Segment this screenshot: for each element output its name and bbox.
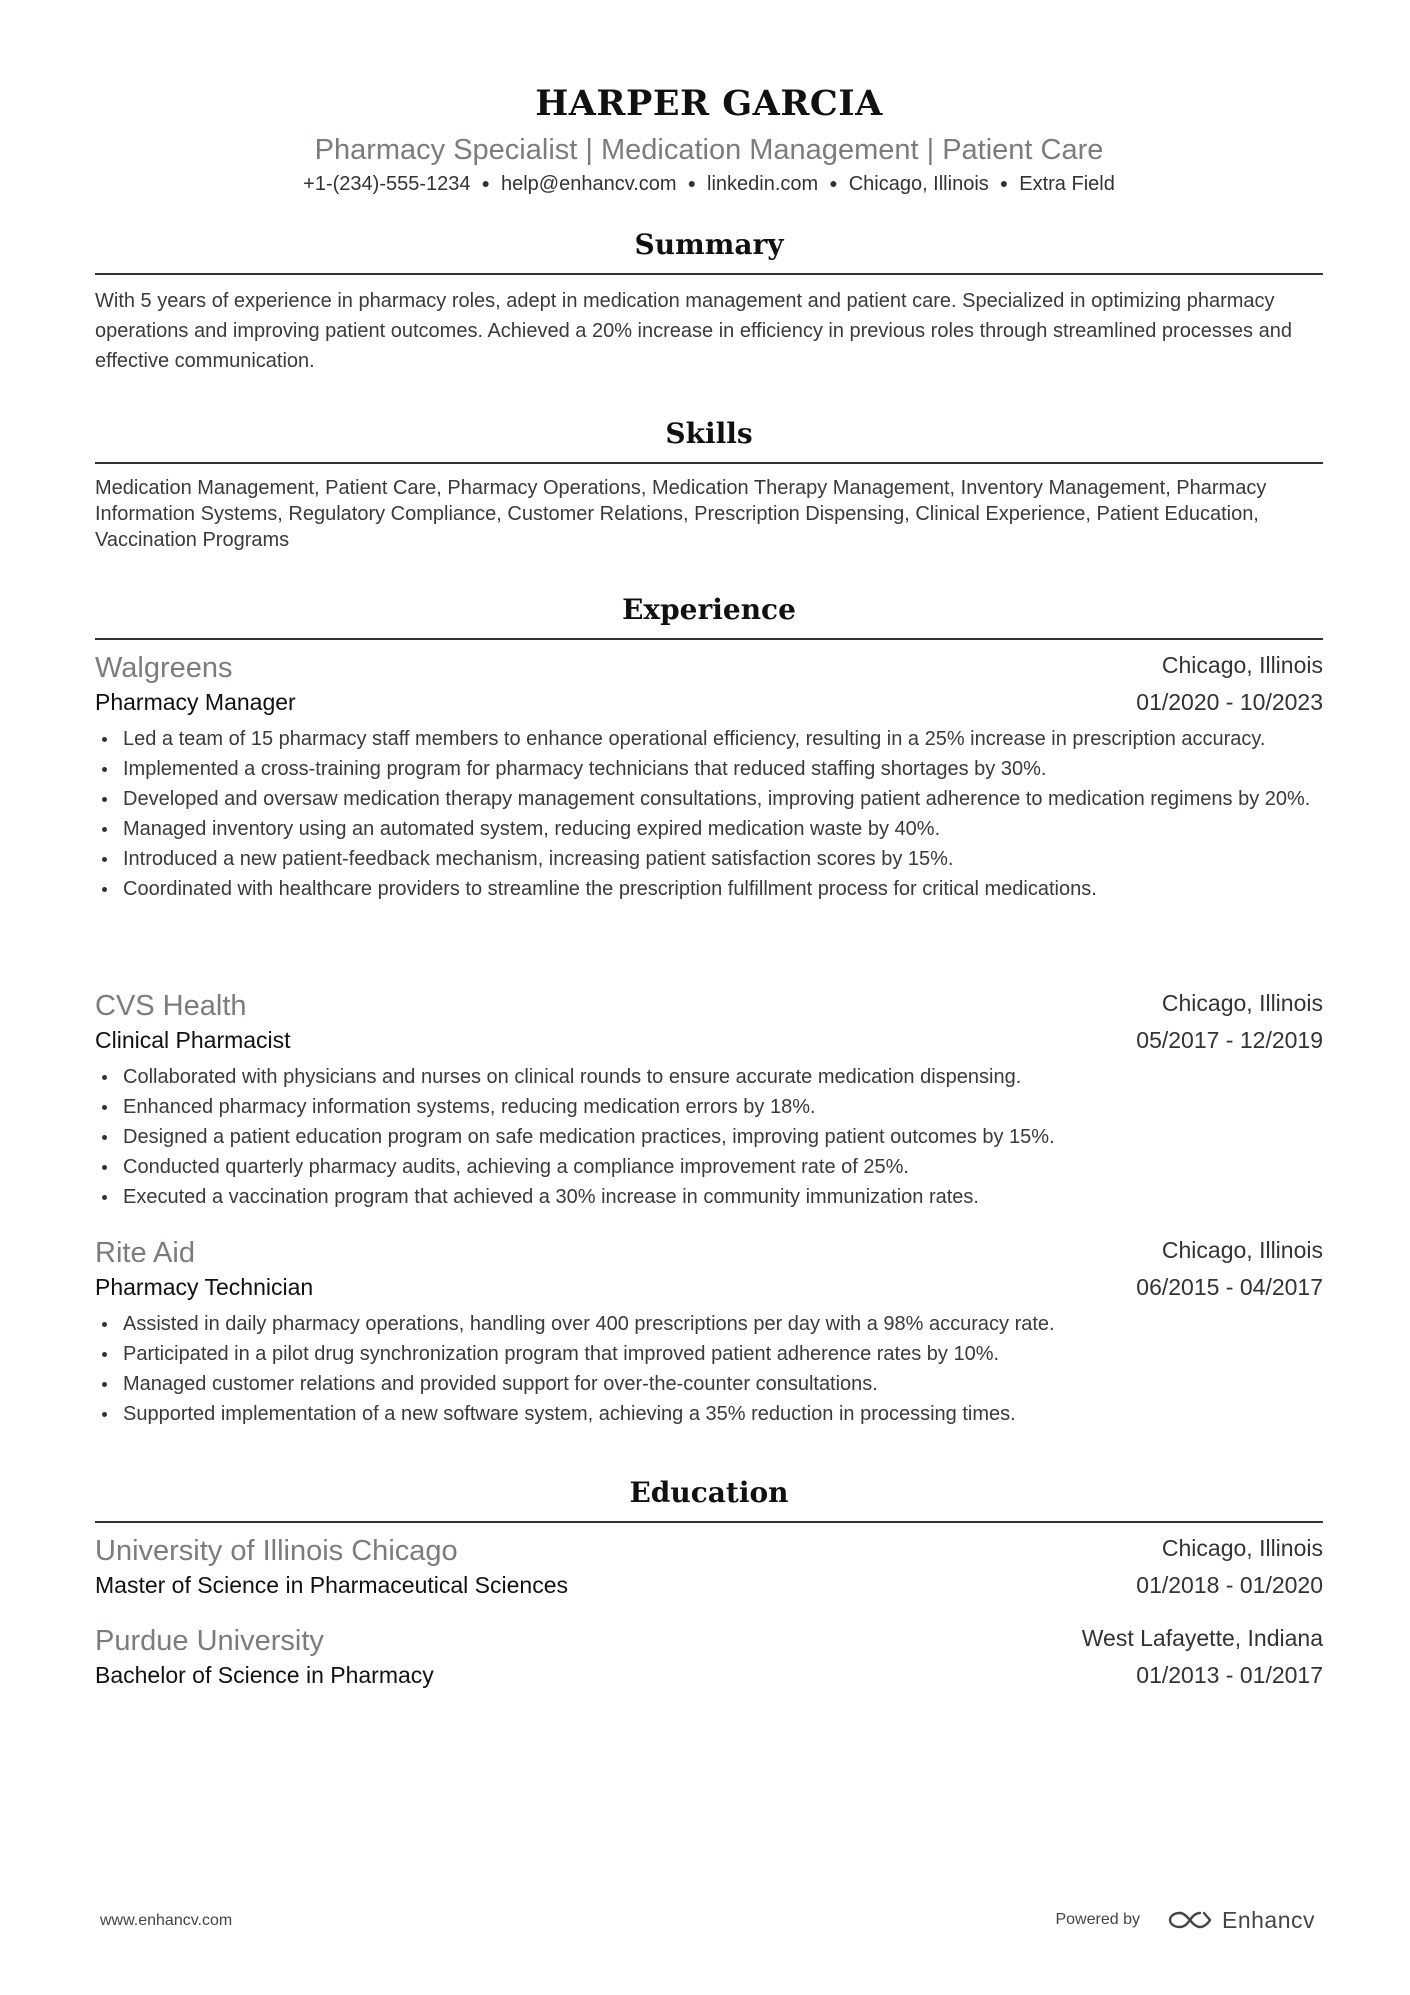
job-location: Chicago, Illinois <box>1161 990 1323 1016</box>
experience-entry <box>95 650 1323 904</box>
education-entry <box>95 1623 1323 1693</box>
bullet-separator: ● <box>481 175 490 191</box>
achievement-item: Executed a vaccination program that achieved a 30% increase in community immunization rates. <box>95 1182 1323 1212</box>
achievement-item: Collaborated with physicians and nurses on clinical rounds to ensure accurate medication dispensing. <box>95 1062 1323 1092</box>
contact-phone: +1-(234)-555-1234 <box>303 173 471 195</box>
enhancv-logo[interactable] <box>1166 1907 1315 1934</box>
skills-text: Medication Management, Patient Care, Pharmacy Operations, Medication Therapy Management, Inventory Management, Pharmacy Information Systems, Regulatory Compliance, Customer Relations, Prescription Dispensing, Clinical Experience, Patient Education, Vaccination Programs <box>95 477 1267 551</box>
enhancv-logo-icon <box>1166 1908 1214 1932</box>
experience-entry <box>95 988 1323 1212</box>
contact-line <box>95 170 1323 197</box>
job-title: Pharmacy Technician <box>95 1274 314 1300</box>
achievement-item: Managed inventory using an automated system, reducing expired medication waste by 40%. <box>95 814 1323 844</box>
job-location: Chicago, Illinois <box>1161 1237 1323 1263</box>
achievement-item: Led a team of 15 pharmacy staff members to enhance operational efficiency, resulting in a 25% increase in prescription accuracy. <box>95 724 1323 754</box>
achievement-list <box>95 1309 1323 1429</box>
achievement-list <box>95 1062 1323 1212</box>
skills-heading: Skills <box>665 417 753 450</box>
bullet-icon <box>102 1382 107 1387</box>
contact-extra: Extra Field <box>1019 173 1115 195</box>
bullet-icon <box>102 797 107 802</box>
degree-title: Bachelor of Science in Pharmacy <box>95 1662 434 1688</box>
achievement-item: Enhanced pharmacy information systems, reducing medication errors by 18%. <box>95 1092 1323 1122</box>
job-location: Chicago, Illinois <box>1161 652 1323 678</box>
achievement-item: Designed a patient education program on safe medication practices, improving patient outcomes by 15%. <box>95 1122 1323 1152</box>
job-dates: 06/2015 - 04/2017 <box>1136 1274 1323 1300</box>
bullet-icon <box>102 1412 107 1417</box>
bullet-separator: ● <box>999 175 1009 191</box>
bullet-icon <box>102 1195 107 1200</box>
summary-heading: Summary <box>634 228 784 261</box>
school-name: University of Illinois Chicago <box>95 1535 458 1567</box>
job-dates: 01/2020 - 10/2023 <box>1136 689 1323 715</box>
education-dates: 01/2013 - 01/2017 <box>1136 1662 1323 1688</box>
company-name: Rite Aid <box>95 1237 195 1269</box>
job-dates: 05/2017 - 12/2019 <box>1136 1027 1323 1053</box>
bullet-separator: ● <box>829 175 838 191</box>
section-divider <box>95 638 1323 640</box>
school-name: Purdue University <box>95 1625 324 1657</box>
bullet-icon <box>102 737 107 742</box>
job-title: Clinical Pharmacist <box>95 1027 291 1053</box>
footer-website-link[interactable]: www.enhancv.com <box>100 1912 233 1929</box>
company-name: Walgreens <box>95 652 233 684</box>
achievement-item: Developed and oversaw medication therapy management consultations, improving patient adherence to medication regimens by 20%. <box>95 784 1323 814</box>
section-divider <box>95 273 1323 275</box>
achievement-item: Supported implementation of a new software system, achieving a 35% reduction in processing times. <box>95 1399 1323 1429</box>
candidate-tagline: Pharmacy Specialist | Medication Management | Patient Care <box>314 134 1104 166</box>
contact-email[interactable]: help@enhancv.com <box>500 173 677 195</box>
achievement-item: Introduced a new patient-feedback mechanism, increasing patient satisfaction scores by 15%. <box>95 844 1323 874</box>
bullet-icon <box>102 1105 107 1110</box>
school-location: West Lafayette, Indiana <box>1081 1625 1323 1651</box>
education-heading: Education <box>629 1476 789 1509</box>
experience-entry <box>95 1235 1323 1429</box>
school-location: Chicago, Illinois <box>1161 1535 1323 1561</box>
powered-by-label: Powered by <box>1055 1911 1140 1928</box>
achievement-item: Implemented a cross-training program for pharmacy technicians that reduced staffing shortages by 30%. <box>95 754 1323 784</box>
achievement-item: Assisted in daily pharmacy operations, handling over 400 prescriptions per day with a 98% accuracy rate. <box>95 1309 1323 1339</box>
contact-location: Chicago, Illinois <box>848 173 989 195</box>
brand-name: Enhancv <box>1221 1906 1315 1933</box>
section-divider <box>95 462 1323 464</box>
achievement-item: Coordinated with healthcare providers to streamline the prescription fulfillment process for critical medications. <box>95 874 1323 904</box>
contact-linkedin[interactable]: linkedin.com <box>707 173 819 195</box>
bullet-icon <box>102 1075 107 1080</box>
bullet-separator: ● <box>687 175 697 191</box>
job-title: Pharmacy Manager <box>95 689 296 715</box>
bullet-icon <box>102 887 107 892</box>
bullet-icon <box>102 827 107 832</box>
bullet-icon <box>102 1352 107 1357</box>
bullet-icon <box>102 767 107 772</box>
education-entry <box>95 1533 1323 1603</box>
footer-branding <box>1055 1904 1315 1936</box>
bullet-icon <box>102 1135 107 1140</box>
achievement-list <box>95 724 1323 904</box>
bullet-icon <box>102 1322 107 1327</box>
education-dates: 01/2018 - 01/2020 <box>1136 1572 1323 1598</box>
candidate-name: HARPER GARCIA <box>535 83 883 124</box>
bullet-icon <box>102 857 107 862</box>
summary-text: With 5 years of experience in pharmacy roles, adept in medication management and patient care. Specialized in optimizing pharmacy operations and improving patient outcomes. Achieved a 20% increase in efficiency in previous roles through streamlined processes and effective communication. <box>95 290 1292 372</box>
degree-title: Master of Science in Pharmaceutical Sciences <box>95 1572 568 1598</box>
section-divider <box>95 1521 1323 1523</box>
achievement-item: Conducted quarterly pharmacy audits, achieving a compliance improvement rate of 25%. <box>95 1152 1323 1182</box>
achievement-item: Managed customer relations and provided support for over-the-counter consultations. <box>95 1369 1323 1399</box>
achievement-item: Participated in a pilot drug synchronization program that improved patient adherence rates by 10%. <box>95 1339 1323 1369</box>
experience-heading: Experience <box>622 593 796 626</box>
bullet-icon <box>102 1165 107 1170</box>
company-name: CVS Health <box>95 990 247 1022</box>
